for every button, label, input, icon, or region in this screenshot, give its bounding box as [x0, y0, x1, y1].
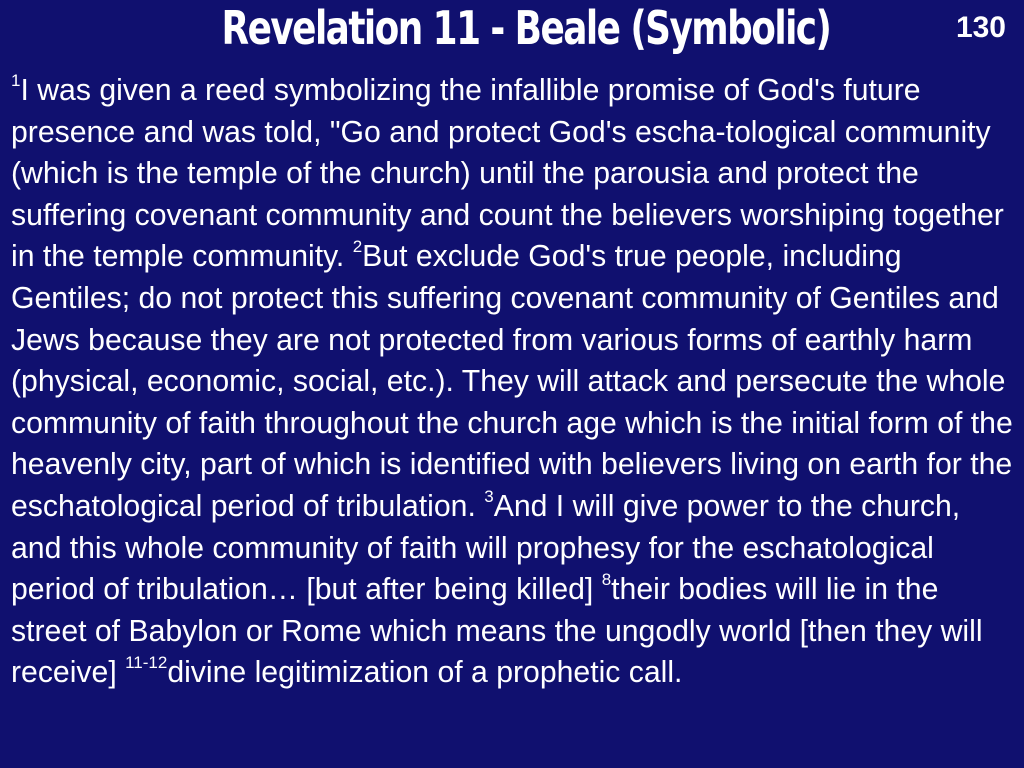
- slide-title: Revelation 11 - Beale (Symbolic): [221, 1, 831, 55]
- slide-number: 130: [955, 11, 1006, 44]
- verse-number-8: 8: [601, 570, 612, 590]
- verse-text-1: I was given a reed symbolizing the infallible promise of God's future presence and was told, "Go and protect God's escha-tological community (which is the temple of the church) until the parousia and protect the suffering covenant community and count the believers worshiping together in the temple community.: [11, 74, 1004, 274]
- verse-text-3: And I will give power to the church, and this whole community of faith will prophesy for the eschatological period of tribulation… [but after being killed]: [11, 489, 961, 607]
- verse-number-2: 2: [352, 237, 363, 257]
- verse-number-3: 3: [484, 486, 494, 506]
- verse-text-11-12: divine legitimization of a prophetic call.: [167, 656, 683, 690]
- slide-body-text: [11, 70, 1013, 694]
- verse-text-8: their bodies will lie in the street of Babylon or Rome which means the ungodly world [then they will receive]: [11, 573, 983, 690]
- verse-number-11-12: 11-12: [125, 653, 168, 673]
- verse-number-1: 1: [11, 71, 21, 90]
- verse-text-2: But exclude God's true people, including Gentiles; do not protect this suffering covenant community of Gentiles and Jews because they are not protected from various forms of earthly harm (physical, economic, social, etc.). They will attack and persecute the whole community of faith throughout the church age which is the initial form of the heavenly city, part of which is identified with believers living on earth for the eschatological period of tribulation.: [11, 240, 1013, 523]
